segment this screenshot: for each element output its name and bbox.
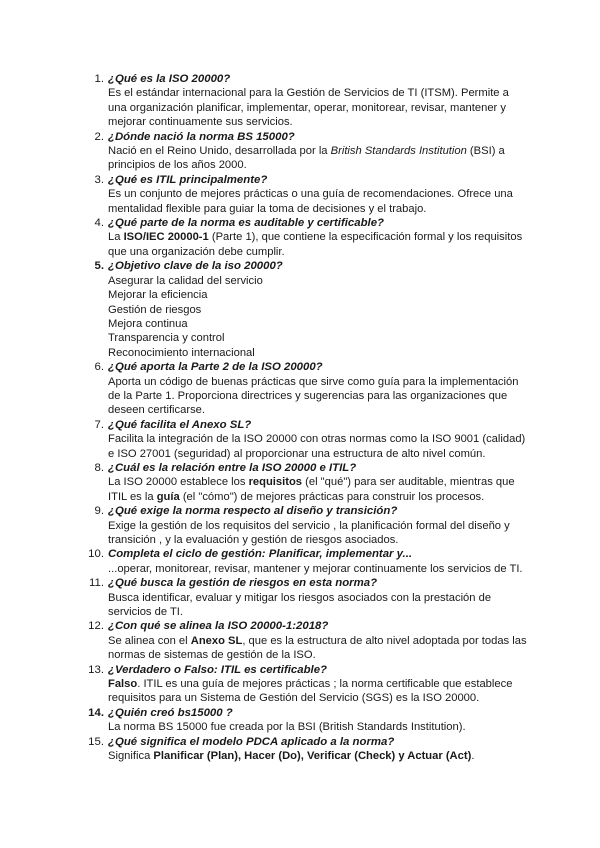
question-item bbox=[0, 576, 600, 619]
answer-line bbox=[108, 490, 523, 504]
item-number: 2. bbox=[94, 130, 104, 143]
answer-span: . ITIL es una guía de mejores prácticas ; la norma certificable que establece bbox=[137, 678, 513, 691]
question-item bbox=[0, 360, 600, 418]
item-number: 13. bbox=[88, 663, 104, 676]
answer-text bbox=[108, 432, 526, 461]
answer-bold-span: ISO/IEC 20000-1 bbox=[123, 231, 209, 244]
answer-line: Exige la gestión de los requisitos del servicio , la planificación formal del diseño y bbox=[108, 519, 510, 532]
question-text: ¿Qué es ITIL principalmente? bbox=[108, 173, 268, 186]
answer-text bbox=[108, 519, 523, 548]
question-item bbox=[0, 547, 600, 576]
answer-line bbox=[108, 677, 523, 691]
question-item bbox=[0, 706, 600, 735]
item-number: 6. bbox=[94, 361, 104, 374]
answer-text bbox=[108, 634, 527, 663]
document-body bbox=[0, 72, 600, 764]
question-text: ¿Qué es la ISO 20000? bbox=[108, 73, 231, 85]
answer-span: Significa bbox=[108, 750, 154, 763]
answer-span: La ISO 20000 establece los bbox=[108, 476, 249, 489]
answer-line: deseen certificarse. bbox=[108, 404, 206, 417]
answer-bold-span: requisitos bbox=[248, 476, 303, 489]
question-text: ¿Qué significa el modelo PDCA aplicado a la norma? bbox=[108, 735, 395, 748]
answer-text bbox=[108, 749, 523, 763]
answer-line: La norma BS 15000 fue creada por la BSI (British Standards Institution). bbox=[108, 721, 466, 734]
item-number: 8. bbox=[94, 461, 104, 474]
answer-span: , que es la estructura de alto nivel adoptada por todas las bbox=[242, 634, 527, 647]
answer-line: mejorar continuamente sus servicios. bbox=[108, 116, 293, 129]
answer-line: requisitos para un Sistema de Gestión del Servicio (SGS) es la ISO 20000. bbox=[108, 692, 480, 705]
answer-line bbox=[108, 634, 527, 648]
question-text: ¿Objetivo clave de la iso 20000? bbox=[108, 260, 283, 273]
objective-item: Reconocimiento internacional bbox=[108, 346, 255, 359]
question-text: ¿Qué busca la gestión de riesgos en esta norma? bbox=[108, 577, 378, 590]
objective-item: Transparencia y control bbox=[108, 332, 225, 345]
answer-line: Facilita la integración de la ISO 20000 con otras normas como la ISO 9001 (calidad) bbox=[108, 433, 526, 446]
answer-bold-span: guía bbox=[156, 490, 180, 503]
question-item bbox=[0, 663, 600, 706]
answer-span: Se alinea con el bbox=[108, 634, 191, 647]
answer-line: que una organización debe cumplir. bbox=[108, 245, 285, 258]
objective-item: Mejora continua bbox=[108, 317, 188, 330]
question-item bbox=[0, 72, 600, 130]
answer-text bbox=[108, 591, 523, 620]
answer-line: Aporta un código de buenas prácticas que sirve como guía para la implementación bbox=[108, 375, 519, 388]
question-text: ¿Qué facilita el Anexo SL? bbox=[108, 418, 252, 431]
answer-span: (el "qué") para ser auditable, mientras que bbox=[302, 476, 515, 489]
item-number: 1. bbox=[94, 73, 104, 85]
answer-bold-span: Planificar (Plan), Hacer (Do), Verificar (Check) y Actuar (Act) bbox=[153, 750, 472, 763]
answer-text bbox=[108, 144, 523, 173]
question-text: ¿Dónde nació la norma BS 15000? bbox=[108, 130, 295, 143]
answer-line: transición , y la evaluación y gestión de riesgos asociados. bbox=[108, 534, 399, 546]
question-text: ¿Qué aporta la Parte 2 de la ISO 20000? bbox=[108, 361, 323, 374]
item-number: 4. bbox=[94, 217, 104, 230]
question-item bbox=[0, 619, 600, 662]
answer-line bbox=[108, 230, 523, 244]
question-item bbox=[0, 735, 600, 764]
answer-line bbox=[108, 475, 523, 489]
answer-text bbox=[108, 230, 523, 259]
objectives-list bbox=[108, 274, 523, 360]
answer-line: normas de sistemas de gestión de la ISO. bbox=[108, 649, 316, 662]
answer-text bbox=[108, 475, 523, 504]
item-number: 15. bbox=[88, 735, 104, 748]
item-number: 3. bbox=[94, 173, 104, 186]
answer-text bbox=[108, 562, 523, 576]
answer-line: Busca identificar, evaluar y mitigar los riesgos asociados con la prestación de bbox=[108, 591, 492, 604]
answer-text bbox=[108, 86, 523, 129]
answer-span: La bbox=[108, 231, 124, 244]
question-item bbox=[0, 504, 600, 547]
answer-span: Nació en el Reino Unido, desarrollada por la bbox=[108, 145, 331, 158]
item-number: 10. bbox=[88, 548, 104, 561]
answer-line: mentalidad flexible para guiar la toma de decisiones y el trabajo. bbox=[108, 202, 427, 215]
answer-text bbox=[108, 187, 523, 216]
item-number: 11. bbox=[89, 577, 104, 590]
answer-line bbox=[108, 749, 523, 763]
question-text: ¿Verdadero o Falso: ITIL es certificable? bbox=[108, 663, 328, 676]
question-text: ¿Con qué se alinea la ISO 20000-1:2018? bbox=[108, 620, 329, 633]
question-text: ¿Quién creó bs15000 ? bbox=[108, 706, 233, 719]
answer-italic-span: British Standards Institution bbox=[330, 145, 467, 158]
question-text: Completa el ciclo de gestión: Planificar, implementar y... bbox=[108, 548, 413, 561]
answer-line: Es el estándar internacional para la Gestión de Servicios de TI (ITSM). Permite a bbox=[108, 87, 509, 100]
answer-text bbox=[108, 274, 523, 360]
item-number: 12. bbox=[88, 620, 104, 633]
objective-item: Mejorar la eficiencia bbox=[108, 289, 208, 302]
objective-item: Asegurar la calidad del servicio bbox=[108, 274, 263, 287]
item-number: 14. bbox=[88, 706, 104, 719]
item-number: 5. bbox=[94, 260, 104, 273]
answer-span: ITIL es la bbox=[108, 490, 157, 503]
answer-line bbox=[108, 144, 523, 158]
answer-span: (el "cómo") de mejores prácticas para construir los procesos. bbox=[179, 490, 485, 503]
answer-text bbox=[108, 677, 523, 706]
answer-span: (BSI) a bbox=[466, 145, 505, 158]
question-text: ¿Qué parte de la norma es auditable y certificable? bbox=[108, 217, 384, 230]
question-text: ¿Cuál es la relación entre la ISO 20000 e ITIL? bbox=[108, 461, 357, 474]
question-item bbox=[0, 130, 600, 173]
question-item bbox=[0, 259, 600, 360]
question-item bbox=[0, 418, 600, 461]
item-number: 9. bbox=[94, 505, 104, 518]
question-text: ¿Qué exige la norma respecto al diseño y transición? bbox=[108, 505, 398, 518]
answer-line: de la Parte 1. Proporciona directrices y sugerencias para las organizaciones que bbox=[108, 389, 508, 402]
answer-line: e ISO 27001 (seguridad) al proporcionar una estructura de alto nivel común. bbox=[108, 447, 486, 460]
answer-bold-span: Anexo SL bbox=[190, 634, 243, 647]
question-item bbox=[0, 216, 600, 259]
answer-text bbox=[108, 375, 523, 418]
item-number: 7. bbox=[94, 418, 104, 431]
answer-line: Es un conjunto de mejores prácticas o una guía de recomendaciones. Ofrece una bbox=[108, 188, 513, 201]
answer-line: ...operar, monitorear, revisar, mantener y mejorar continuamente los servicios de TI. bbox=[108, 562, 523, 575]
question-item bbox=[0, 461, 600, 504]
answer-line: principios de los años 2000. bbox=[108, 159, 247, 172]
answer-line: una organización planificar, implementar, operar, monitorear, revisar, mantener y bbox=[108, 101, 506, 114]
objective-item: Gestión de riesgos bbox=[108, 303, 202, 316]
question-item bbox=[0, 173, 600, 216]
answer-line: servicios de TI. bbox=[108, 606, 184, 619]
answer-span: (Parte 1), que contiene la especificación formal y los requisitos bbox=[208, 231, 523, 244]
answer-span: . bbox=[471, 750, 475, 763]
answer-text bbox=[108, 720, 523, 734]
answer-bold-span: Falso bbox=[108, 678, 138, 691]
